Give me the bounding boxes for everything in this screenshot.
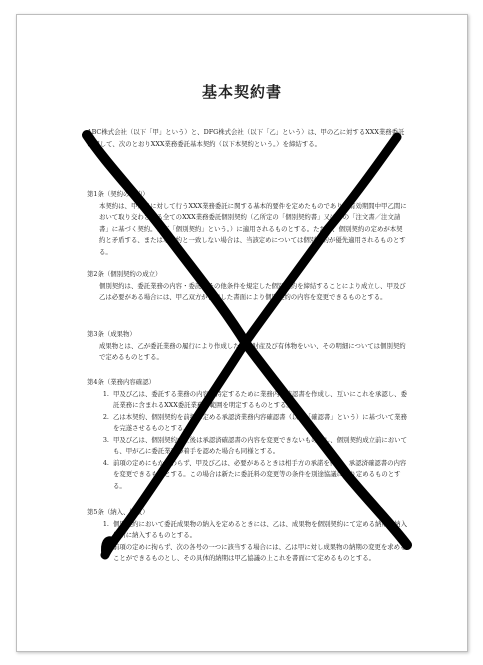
- article-4-item: 2. 乙は本契約、個別契約を前提に定める承認済業務内容確認書（以下「確認書」という）に基づいて業務を完遂させるものとする。: [111, 412, 407, 435]
- article-4-list: [87, 389, 407, 493]
- article-5-heading: 第5条（納入、検収）: [87, 508, 149, 516]
- article-4-heading: 第4条（業務内容確認）: [87, 378, 155, 386]
- article-2-heading: 第2条（個別契約の成立）: [87, 270, 162, 278]
- article-4-item: 1. 甲及び乙は、委託する業務の内容を特定するために業務内容確認書を作成し、互いにこれを承認し、委託業務に含まれるXXX委託業務の範囲を明定するものとする。: [111, 389, 407, 412]
- article-2: [87, 269, 407, 304]
- intro-paragraph: ABC株式会社（以下「甲」という）と、DFG株式会社（以下「乙」という）は、甲の乙に対するXXX業務委託に関して、次のとおりXXX業務委託基本契約（以下本契約という。）を締結する。: [87, 128, 405, 148]
- article-5: [87, 507, 407, 565]
- article-1: [87, 189, 407, 258]
- article-3: [87, 329, 407, 364]
- article-2-body: 個別契約は、委託業務の内容・委託料その他条件を規定した個別契約を締結することにより成立し、甲及び乙は必要がある場合には、甲乙双方が合意した書面により個別契約の内容を変更できるものとする。: [99, 281, 406, 301]
- article-1-body: 本契約は、甲が乙に対して行うXXX業務委託に関する基本的要件を定めたものであり、有効期間中甲乙間において取り交わされる全てのXXX業務委託個別契約（乙所定の「個別契約書」又は甲の「注文書／注文請書」に基づく契約。以下「個別契約」という。）に適用されるものとする。ただし、個別契約の定めが本契約と矛盾する、または本契約と一致しない場合は、当該定めについては個別契約が優先適用されるものとする。: [99, 201, 407, 256]
- article-5-list: [87, 519, 407, 565]
- article-5-item: 1. 個別契約において委託成果物の納入を定めるときには、乙は、成果物を個別契約にて定める納期・納入場所に納入するものとする。: [111, 519, 407, 542]
- document-title: 基本契約書: [201, 83, 282, 101]
- document-content: [17, 15, 467, 651]
- article-4: [87, 377, 407, 492]
- article-4-item: 4. 前項の定めにもかかわらず、甲及び乙は、必要があるときは相手方の承諾を得て、承認済確認書の内容を変更できるものとする。この場合は新たに委託料の変更等の条件を別途協議により定めるものとする。: [111, 458, 407, 493]
- article-5-item: 2. 前項の定めに拘らず、次の各号の一つに該当する場合には、乙は甲に対し成果物の納期の変更を求めることができるものとし、その具体的納期は甲乙協議の上これを書面にて定めるものとする。: [111, 542, 407, 565]
- article-3-body: 成果物とは、乙が委託業務の履行により作成した無体財産及び有体物をいい、その明細については個別契約で定めるものとする。: [99, 341, 406, 361]
- article-1-heading: 第1条（契約の目的）: [87, 190, 149, 198]
- article-4-item: 3. 甲及び乙は、個別契約成立後は承認済確認書の内容を変更できないものとし、個別契約成立前においても、甲が乙に委託業務の着手を認めた場合も同様とする。: [111, 435, 407, 458]
- document-page: [16, 14, 468, 652]
- article-3-heading: 第3条（成果物）: [87, 330, 136, 338]
